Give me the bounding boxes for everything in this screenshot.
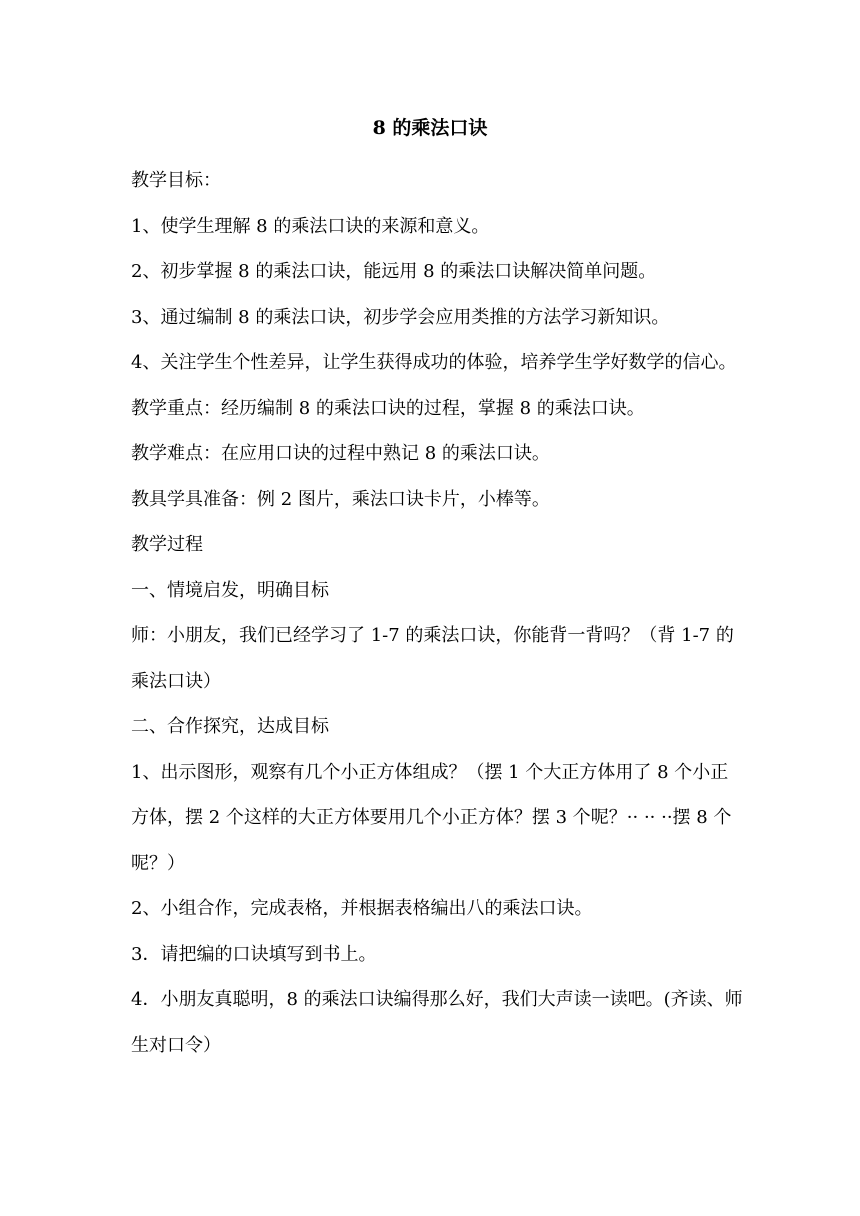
- activity-4: 4．小朋友真聪明，8 的乘法口诀编得那么好，我们大声读一读吧。(齐读、师生对口令）: [131, 989, 743, 1056]
- step-1-heading: 一、情境启发，明确目标: [131, 579, 329, 601]
- step-2-heading: 二、合作探究，达成目标: [131, 716, 329, 737]
- activity-1: 1、出示图形，观察有几个小正方体组成？（摆 1 个大正方体用了 8 个小正方体，摆 2 个这样的大正方体要用几个小正方体？摆 3 个呢？·· ·· ··摆 8 个呢？）: [131, 761, 732, 874]
- document-title: 8 的乘法口诀: [372, 117, 488, 139]
- objective-2: 2、初步掌握 8 的乘法口诀，能远用 8 的乘法口诀解决简单问题。: [131, 261, 657, 282]
- key-point: 教学重点：经历编制 8 的乘法口诀的过程，掌握 8 的乘法口诀。: [131, 397, 645, 419]
- document-body: [131, 158, 743, 1068]
- section-heading-process: 教学过程: [131, 534, 203, 555]
- section-heading-objectives: 教学目标：: [131, 170, 221, 191]
- activity-2: 2、小组合作，完成表格，并根据表格编出八的乘法口诀。: [131, 898, 593, 919]
- objective-3: 3、通过编制 8 的乘法口诀，初步学会应用类推的方法学习新知识。: [131, 306, 670, 328]
- difficult-point: 教学难点：在应用口诀的过程中熟记 8 的乘法口诀。: [131, 443, 550, 464]
- materials: 教具学具准备：例 2 图片，乘法口诀卡片，小棒等。: [131, 488, 550, 510]
- objective-4: 4、关注学生个性差异，让学生获得成功的体验，培养学生学好数学的信心。: [131, 352, 737, 373]
- objective-1: 1、使学生理解 8 的乘法口诀的来源和意义。: [131, 215, 490, 237]
- activity-3: 3．请把编的口诀填写到书上。: [131, 943, 377, 965]
- teacher-prompt: 师：小朋友，我们已经学习了 1-7 的乘法口诀，你能背一背吗？（背 1-7 的乘法口诀）: [131, 625, 734, 692]
